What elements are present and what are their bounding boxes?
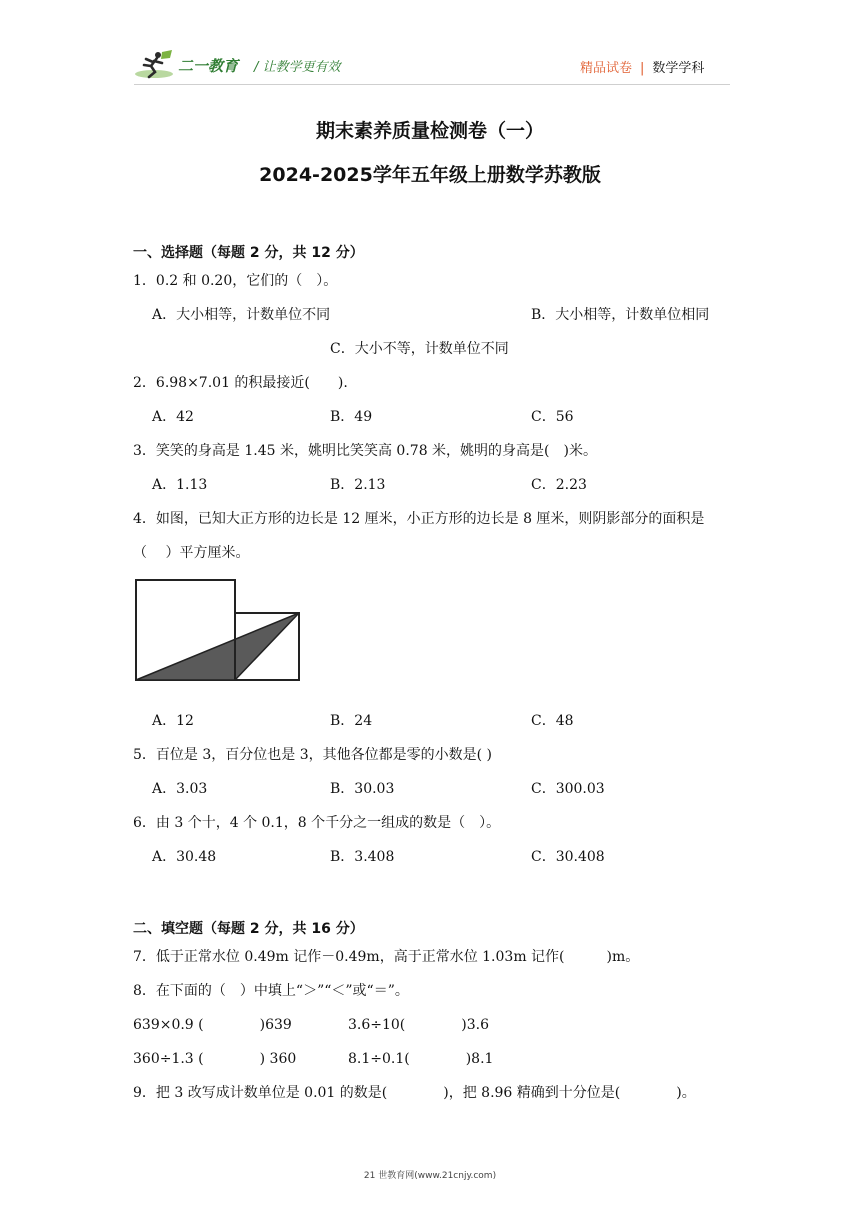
question-6: 6．由 3 个十，4 个 0.1，8 个千分之一组成的数是（ ）。 <box>133 815 501 831</box>
header-label-subject: 数学学科 <box>652 61 705 76</box>
question-5: 5．百位是 3，百分位也是 3，其他各位都是零的小数是( ) <box>133 747 492 763</box>
q1-option-b: B．大小相等，计数单位相同 <box>531 307 710 323</box>
shaded-triangle <box>136 613 299 680</box>
logo-text: 二一教育 <box>178 56 239 75</box>
page-title: 期末素养质量检测卷（一） <box>315 120 544 142</box>
section-heading-fill: 二、填空题（每题 2 分，共 16 分） <box>133 921 364 937</box>
q5-option-b: B．30.03 <box>330 781 395 797</box>
question-3: 3．笑笑的身高是 1.45 米，姚明比笑笑高 0.78 米，姚明的身高是( )米。 <box>133 443 597 459</box>
q3-option-b: B．2.13 <box>330 477 386 493</box>
question-2: 2．6.98×7.01 的积最接近( ). <box>133 375 348 391</box>
q3-option-a: A．1.13 <box>152 477 208 493</box>
q8-row1-left: 639×0.9 ( )639 <box>133 1017 292 1033</box>
question-8: 8．在下面的（ ）中填上“＞”“＜”或“＝”。 <box>133 983 409 999</box>
q1-option-a: A．大小相等，计数单位不同 <box>152 307 331 323</box>
q8-row2-right: 8.1÷0.1( )8.1 <box>348 1051 494 1067</box>
runner-logo-icon <box>134 49 176 81</box>
q5-option-c: C．300.03 <box>531 781 605 797</box>
q8-row2-left: 360÷1.3 ( ) 360 <box>133 1051 297 1067</box>
q3-option-c: C．2.23 <box>531 477 587 493</box>
q6-option-b: B．3.408 <box>330 849 395 865</box>
question-4: 4．如图，已知大正方形的边长是 12 厘米，小正方形的边长是 8 厘米，则阴影部分的面积是 <box>133 511 705 527</box>
header-label-premium: 精品试卷 <box>580 61 633 76</box>
brand-logo <box>134 48 238 82</box>
q4-option-a: A．12 <box>152 713 194 729</box>
header-separator: | <box>640 61 645 76</box>
q2-option-b: B．49 <box>330 409 373 425</box>
question-1: 1．0.2 和 0.20，它们的（ ）。 <box>133 273 338 289</box>
q8-row1-right: 3.6÷10( )3.6 <box>348 1017 489 1033</box>
q6-option-a: A．30.48 <box>152 849 217 865</box>
section-heading-choice: 一、选择题（每题 2 分，共 12 分） <box>133 245 364 261</box>
q2-option-c: C．56 <box>531 409 574 425</box>
question-9: 9．把 3 改写成计数单位是 0.01 的数是( )，把 8.96 精确到十分位是( )。 <box>133 1085 696 1101</box>
q4-option-c: C．48 <box>531 713 574 729</box>
question-7: 7．低于正常水位 0.49m 记作－0.49m，高于正常水位 1.03m 记作( )m。 <box>133 949 640 965</box>
footer-source: 21 世教育网(www.21cnjy.com) <box>363 1171 497 1181</box>
q1-option-c: C．大小不等，计数单位不同 <box>330 341 509 357</box>
q6-option-c: C．30.408 <box>531 849 605 865</box>
page-subtitle: 2024-2025学年五年级上册数学苏教版 <box>259 164 601 186</box>
slogan: / 让教学更有效 <box>254 60 341 75</box>
question-4-cont: （ ）平方厘米。 <box>133 545 250 561</box>
q4-option-b: B．24 <box>330 713 373 729</box>
squares-figure <box>134 578 304 684</box>
q2-option-a: A．42 <box>152 409 194 425</box>
header-divider <box>134 84 730 85</box>
q5-option-a: A．3.03 <box>152 781 208 797</box>
header-subject <box>580 57 704 76</box>
